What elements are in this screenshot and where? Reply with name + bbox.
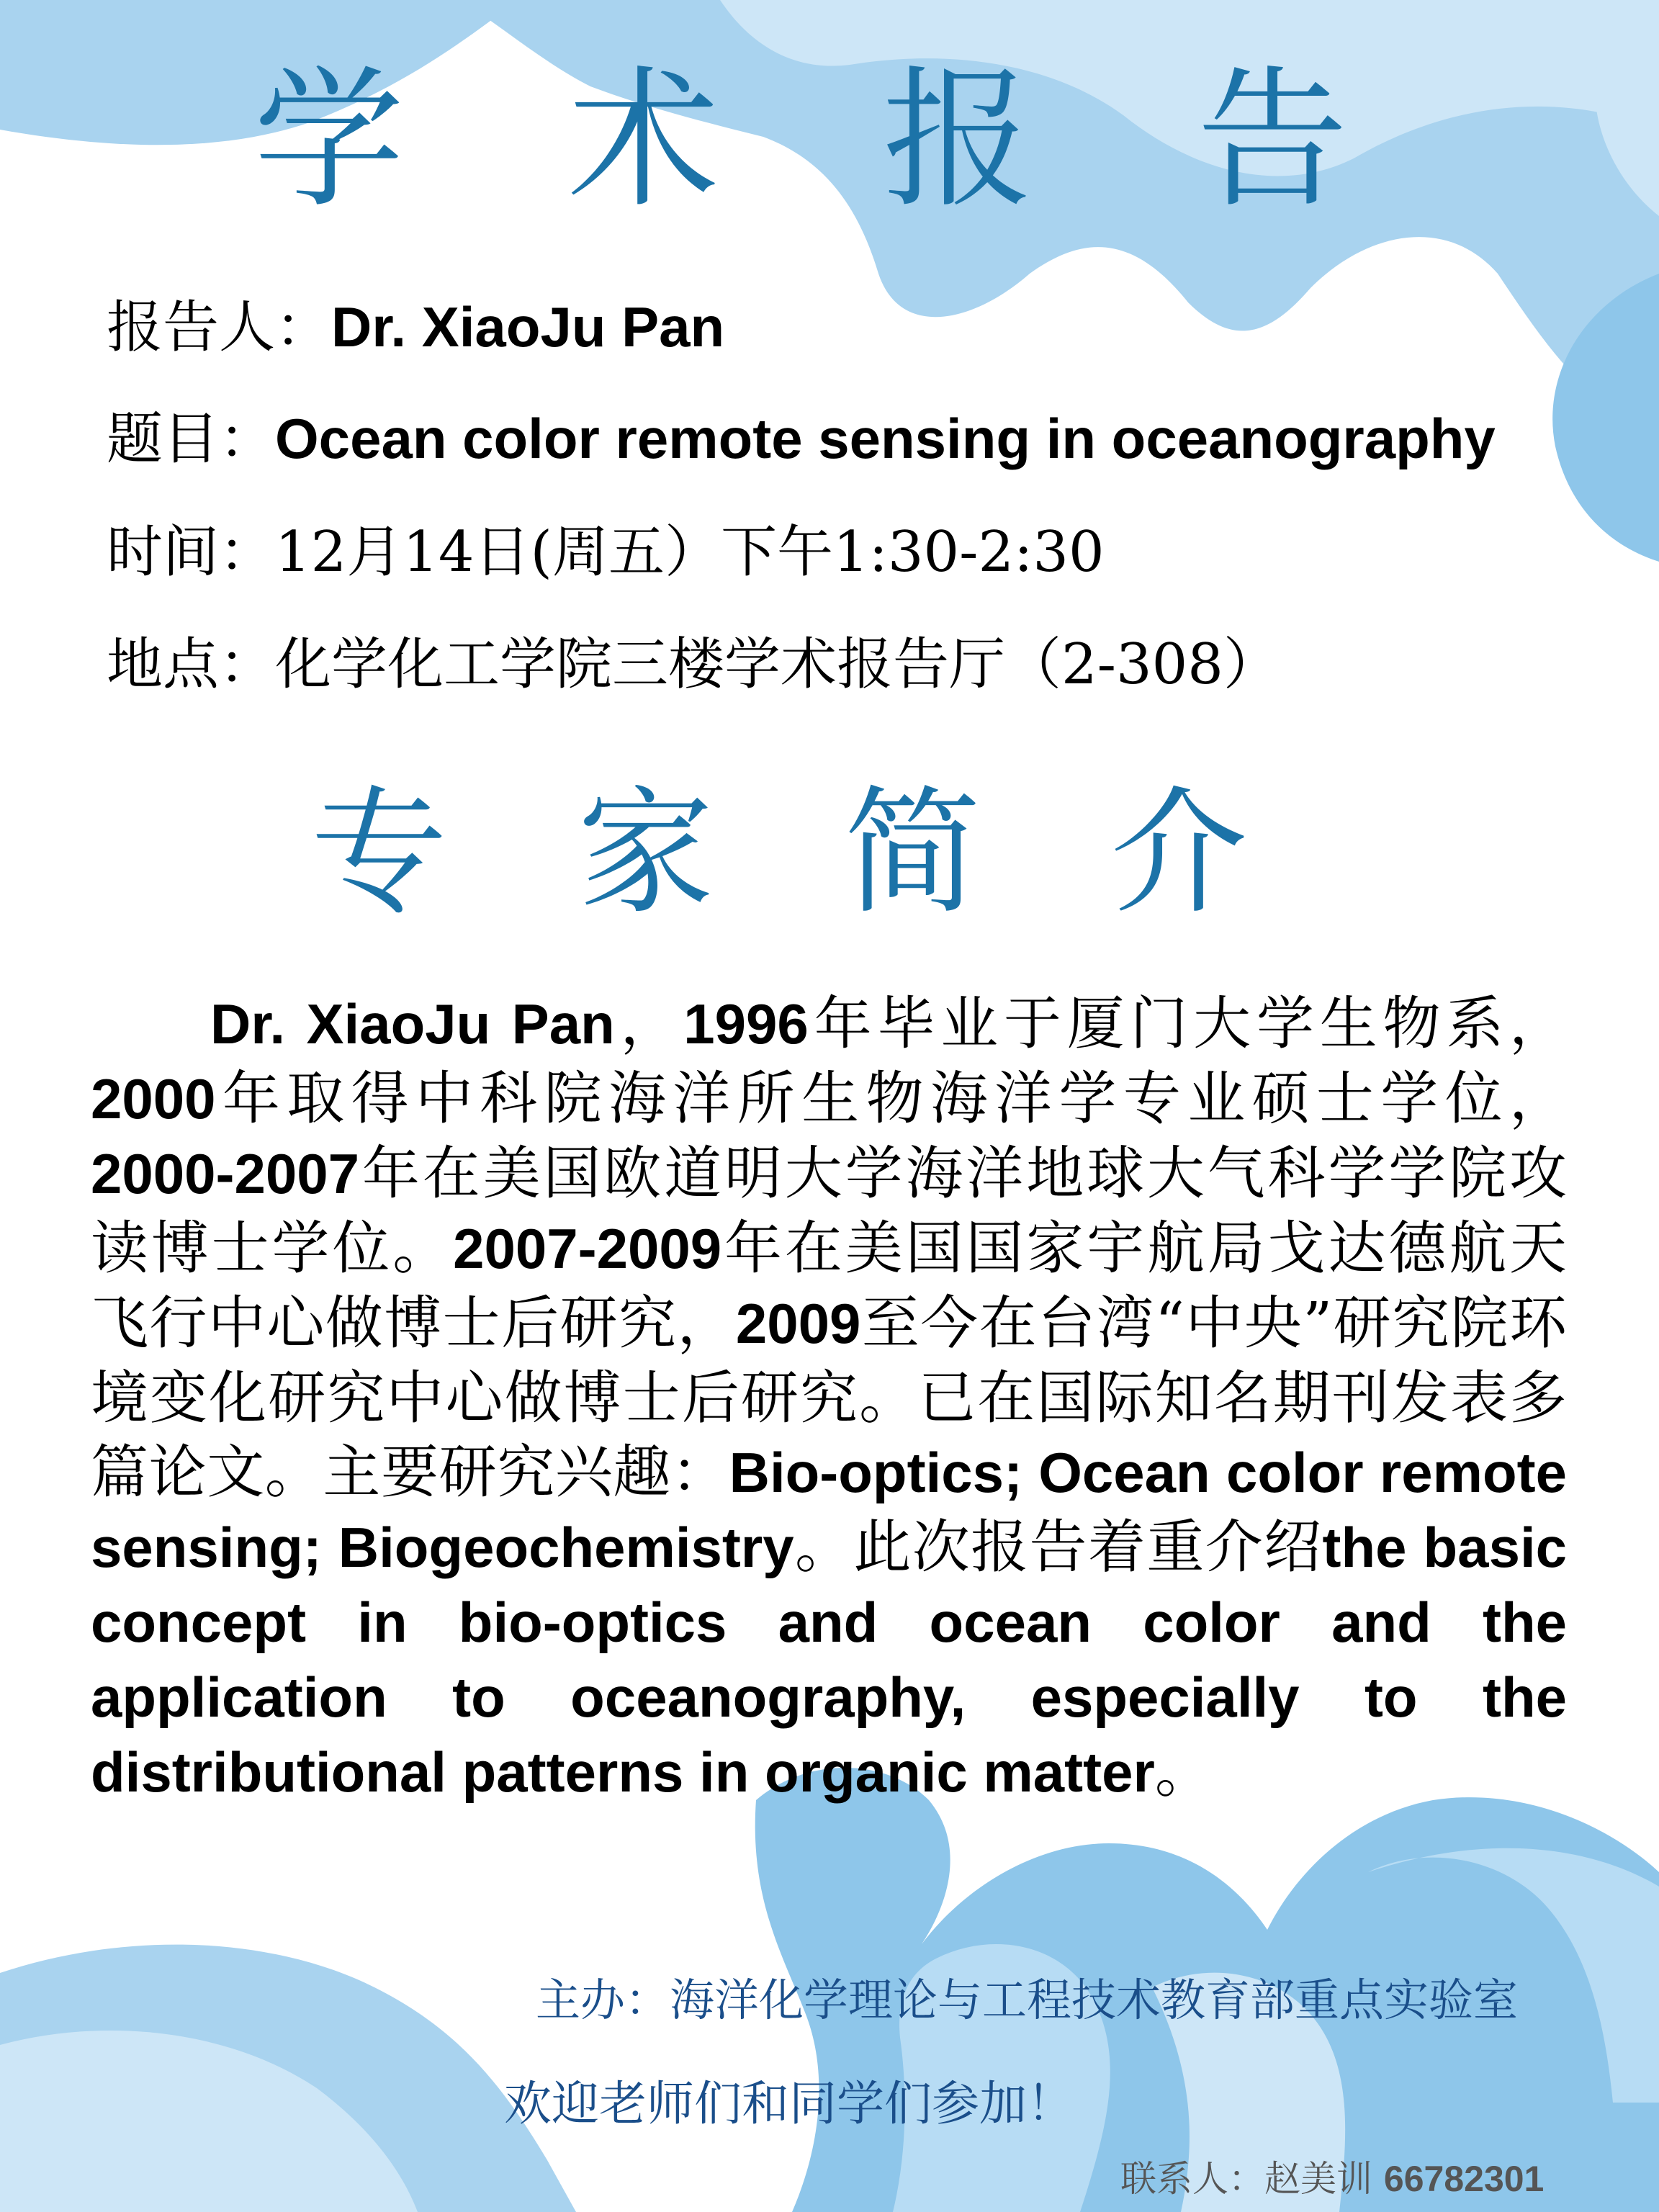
contact-label: 联系人：赵美训: [1120, 2158, 1384, 2200]
contact-line: [1120, 2150, 1544, 2202]
place-line: [107, 632, 1280, 697]
topic-line: [107, 407, 1496, 472]
time-text: 12月14日(周五）下午1:30-2:30: [275, 520, 1105, 585]
place-label: 地点：: [107, 632, 276, 697]
bio-text: 年在美国欧道明大学海洋地球大气科学学院攻读博士学位。: [91, 1140, 1567, 1282]
topic-label: 题目：: [107, 407, 276, 472]
time-label: 时间：: [107, 520, 276, 585]
contact-phone: 66782301: [1383, 2159, 1545, 2199]
bio-name: Dr. XiaoJu Pan: [210, 992, 615, 1056]
speaker-line: [107, 295, 725, 360]
bio-text: 。此次报告着重介绍: [793, 1514, 1323, 1581]
bio-year: 1996: [683, 992, 809, 1056]
speaker-label: 报告人：: [107, 295, 332, 360]
bio-text: 年在美国国家宇航局戈达德航天飞行中心做博士后研究，: [91, 1215, 1568, 1357]
bio-text: 年取得中科院海洋所生物海洋学专业硕士学位，: [215, 1065, 1567, 1132]
bio-text: ，: [614, 990, 684, 1057]
bio-title: 专 家 简 介: [310, 773, 1291, 932]
bio-year: 2000: [91, 1067, 216, 1130]
time-line: [107, 520, 1105, 585]
topic-text: Ocean color remote sensing in oceanography: [275, 407, 1496, 470]
bio-year: 2007-2009: [453, 1217, 722, 1280]
place-text: 化学化工学院三楼学术报告厅（2-308）: [275, 632, 1280, 697]
bio-interests: Bio-optics; Ocean color remote sensing; Biogeochemistry: [91, 1441, 1568, 1579]
bio-year: 2000-2007: [91, 1142, 360, 1205]
bio-year: 2009: [735, 1292, 861, 1355]
bio-text: 年毕业于厦门大学生物系，: [808, 990, 1568, 1057]
bio-paragraph: [91, 986, 1567, 1809]
bio-text: 。: [1154, 1738, 1213, 1805]
page-title: 学 术 报 告: [253, 52, 1406, 228]
speaker-name: Dr. XiaoJu Pan: [331, 295, 725, 359]
host-organizer: 主办：海洋化学理论与工程技术教育部重点实验室: [536, 1974, 1519, 2026]
bio-talk-summary: the basic concept in bio-optics and ocean color and the application to oceanography, especially to the distributional patterns in organic matter: [91, 1516, 1567, 1804]
bio-text: 至今在台湾“中央”研究院环境变化研究中心做博士后研究。已在国际知名期刊发表多篇论文。主要研究兴趣：: [91, 1290, 1567, 1506]
welcome-message: 欢迎老师们和同学们参加！: [504, 2076, 1074, 2131]
